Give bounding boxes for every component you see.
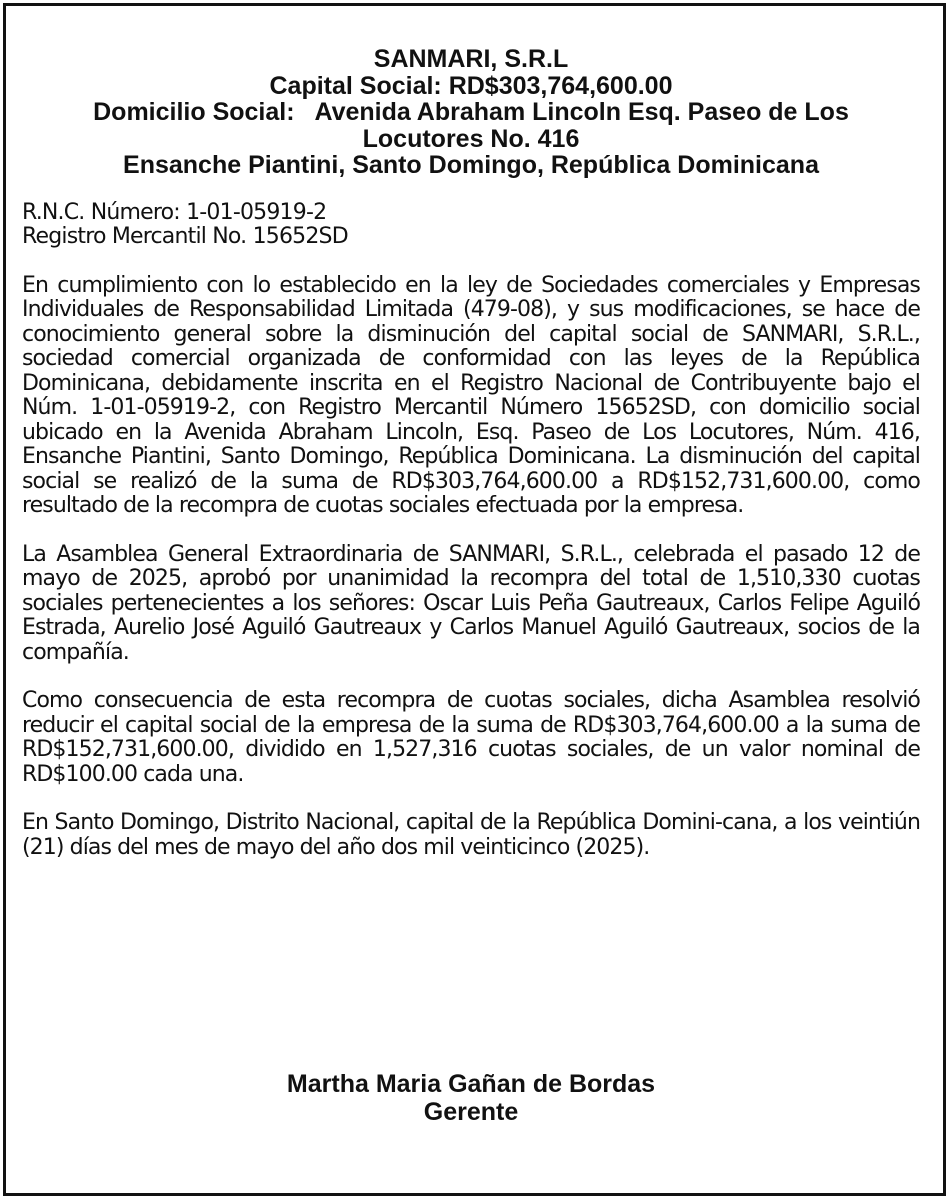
domicile-line-1: Domicilio Social: Avenida Abraham Lincoln Esq. Paseo de Los (93, 98, 849, 126)
domicile-line-2: Locutores No. 416 (362, 124, 580, 153)
notice-content (22, 45, 920, 1126)
signatory-title: Gerente (423, 1098, 519, 1126)
registration-block (22, 201, 920, 250)
domicile-line-3: Ensanche Piantini, Santo Domingo, República Dominicana (123, 151, 819, 179)
paragraph-consequence: Como consecuencia de esta recompra de cuotas sociales, dicha Asamblea resolvió reducir el capital social de la empresa de la suma de RD$303,764,600.00 a la suma de RD$152,731,600.00, dividido en 1,527,316 cuotas sociales, de un valor nominal de RD$100.00 cada una. (22, 688, 920, 787)
paragraph-closing: En Santo Domingo, Distrito Nacional, capital de la República Domini-cana, a los veintiún (21) días del mes de mayo del año dos mil veinticinco (2025). (22, 810, 920, 860)
paragraph-assembly: La Asamblea General Extraordinaria de SANMARI, S.R.L., celebrada el pasado 12 de mayo de 2025, aprobó por unanimidad la recompra del total de 1,510,330 cuotas sociales pertenecientes a los señores: Oscar Luis Peña Gautreaux, Carlos Felipe Aguiló Estrada, Aurelio José Aguiló Gautreaux y Carlos Manuel Aguiló Gautreaux, socios de la compañía. (22, 541, 920, 665)
signature-block (22, 1070, 920, 1126)
registro-mercantil: Registro Mercantil No. 15652SD (22, 224, 348, 249)
company-name: SANMARI, S.R.L (373, 45, 569, 73)
signatory-name: Martha Maria Gañan de Bordas (286, 1070, 656, 1098)
paragraph-compliance: En cumplimiento con lo establecido en la ley de Sociedades comerciales y Empresas Individuales de Responsabilidad Limitada (479-08), y sus modificaciones, se hace de conocimiento general sobre la disminución del capital social de SANMARI, S.R.L., sociedad comercial organizada de conformidad con las leyes de la República Dominicana, debidamente inscrita en el Registro Nacional de Contribuyente bajo el Núm. 1-01-05919-2, con Registro Mercantil Número 15652SD, con domicilio social ubicado en la Avenida Abraham Lincoln, Esq. Paseo de Los Locutores, Núm. 416, Ensanche Piantini, Santo Domingo, República Dominicana. La disminución del capital social se realizó de la suma de RD$303,764,600.00 a RD$152,731,600.00, como resultado de la recompra de cuotas sociales efectuada por la empresa. (22, 272, 920, 518)
rnc-number: R.N.C. Número: 1-01-05919-2 (22, 199, 327, 225)
notice-header (22, 46, 920, 179)
capital-social: Capital Social: RD$303,764,600.00 (269, 71, 673, 100)
